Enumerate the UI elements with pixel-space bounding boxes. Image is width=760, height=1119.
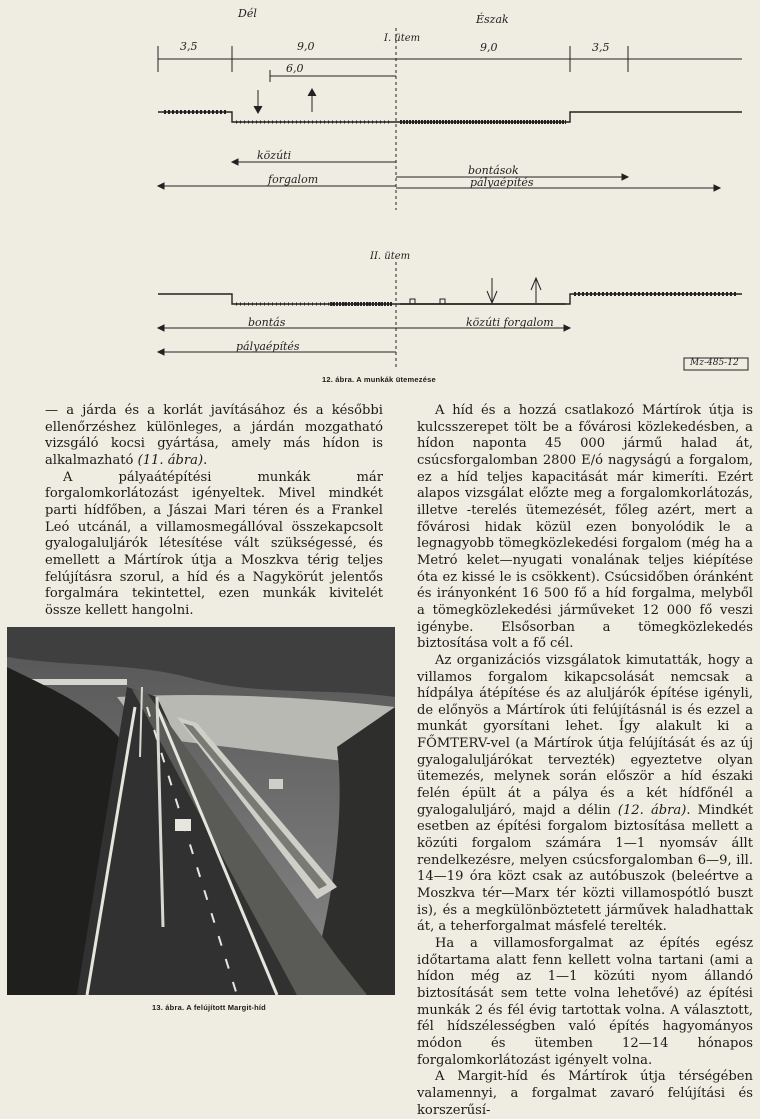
figure-12-caption: 12. ábra. A munkák ütemezése	[322, 375, 436, 384]
label-south: Dél	[238, 7, 257, 20]
staging-diagram	[0, 0, 760, 395]
dim-2: 9,0	[297, 40, 315, 53]
figure-12	[0, 0, 760, 395]
s2-left-top: bontás	[248, 316, 286, 329]
left-para-1: — a járda és a korlát javításához és a későbbi ellenőrzéshez különleges, a járdán mozgatható vizsgáló kocsi gyártása, amely más hídon is alkalmazható (11. ábra).	[45, 403, 383, 468]
dim-3: 6,0	[286, 62, 304, 75]
left-column	[45, 403, 383, 620]
s1-right-bottom: pályaépítés	[470, 176, 534, 189]
s1-left-bottom: forgalom	[268, 173, 319, 186]
ref-code: Mz-485-12	[690, 358, 739, 368]
right-para-1: A híd és a hozzá csatlakozó Mártírok útja is kulcsszerepet tölt be a fővárosi közlekedésben, a hídon naponta 45 000 jármű halad át, csúcsforgalomban 2800 E/ó nagyságú a forgalom, ez a híd teljes kapacitását már kimeríti. Ezért alapos vizsgálat előzte meg a forgalomkorlátozás, illetve -terelés ütemezését, főleg azért, mert a fővárosi hidak közül ezen bonyolódik le a legnagyobb tömegközlekedési forgalom (még ha a Metró kelet—nyugati vonalának teljes kiépítése óta ez kissé le is csökkent). Csúcsidőben óránként és irányonként 16 500 fő a híd forgalma, melyből a tömegközlekedési járműveket 12 000 fő veszi igénybe. Elsősorban a tömegközlekedés biztosítása volt a fő cél.	[417, 403, 753, 652]
figure-13-caption: 13. ábra. A felújított Margit-híd	[152, 1003, 266, 1012]
s1-left-top: közúti	[257, 149, 292, 162]
right-para-3: Ha a villamosforgalmat az építés egész időtartama alatt fenn kellett volna tartani (ami a hídon még az 1—1 közúti nyom állandó biztosítását sem tette volna lehetővé) az építési munkák 2 és fél évig tartottak volna. A választott, fél hídszélességben való építés hagyományos módon és ütemben 12—14 hónapos forgalomkorlátozást igényelt volna.	[417, 936, 753, 1068]
s2-right: közúti forgalom	[466, 316, 554, 329]
left-para-2: A pályaátépítési munkák már forgalomkorlátozást igényeltek. Mivel mindkét parti hídfőben, a Jászai Mari téren és a Frankel Leó utcánál, a villamosmegállóval összekapcsolt gyalogaluljárók létesítése vált szükségessé, és emellett a Mártírok útja a Moszkva térig teljes felújításra szorul, a híd és a Nagykörút jelentős forgalmára tekintettel, ezen munkák kivitelét össze kellett hangolni.	[45, 469, 383, 618]
right-para-2: Az organizációs vizsgálatok kimutatták, hogy a villamos forgalom kikapcsolását nemcsak a hídpálya átépítése és az aluljárók építése igényli, de előnyös a Mártírok úti felújításnál is és ezzel a munkát gyorsítani lehet. Így alakult ki a FŐMTERV-vel (a Mártírok útja felújítását és az új gyalogaluljárókat tervezték) egyeztetve olyan ütemezés, melynek során először a híd északi felén épült át a pálya és a két hídfőnél a gyalogaluljáró, majd a délin (12. ábra). Mindkét esetben az építési forgalom biztosítása mellett a közúti forgalom számára 1—1 nyomsáv állt rendelkezésre, melyen csúcsforgalomban 6—9, ill. 14—19 óra közt csak az autóbuszok (beleértve a Moszkva tér—Marx tér közti villamospótló buszt is), és a megkülönböztetett járművek haladhattak át, a teherforgalmat másfelé terelték.	[417, 652, 753, 935]
s1-right-top: bontások	[468, 164, 519, 177]
label-north: Észak	[476, 13, 509, 26]
dim-1: 3,5	[180, 40, 198, 53]
bridge-photo	[7, 627, 395, 995]
right-column	[417, 403, 753, 1119]
label-stage-2: II. ütem	[370, 251, 411, 262]
dim-4: 9,0	[480, 41, 498, 54]
figure-13-photo	[7, 627, 395, 995]
s2-left-bottom: pályaépítés	[236, 340, 300, 353]
figure-ref-11: (11. ábra)	[137, 452, 204, 468]
figure-ref-12: (12. ábra)	[617, 802, 687, 818]
dim-5: 3,5	[592, 41, 610, 54]
label-stage-1: I. ütem	[384, 33, 421, 44]
right-para-4: A Margit-híd és Mártírok útja térségében valamennyi, a forgalmat zavaró felújítási és korszerűsí-	[417, 1069, 753, 1118]
